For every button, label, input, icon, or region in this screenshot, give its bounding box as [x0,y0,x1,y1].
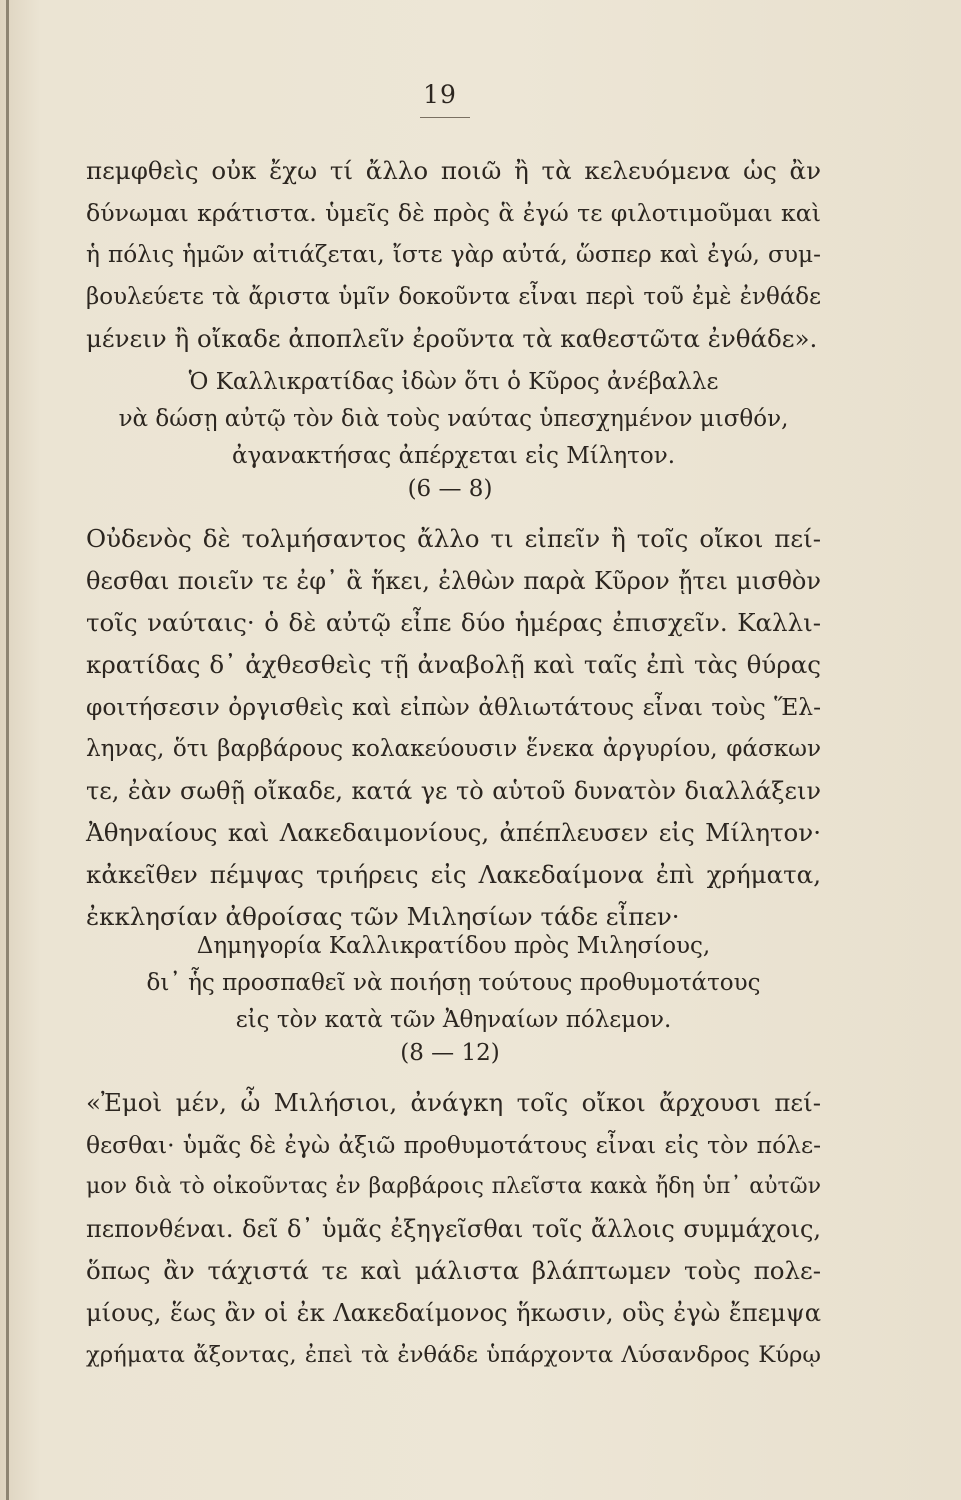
summary-line: εἰς τὸν κατὰ τῶν Ἀθηναίων πόλεμον. [235,1007,672,1033]
paragraph-3 [86,1082,821,1376]
text-line: τε, ἐὰν σωθῇ οἴκαδε, κατά γε τὸ αὑτοῦ δυνατὸν διαλλάξειν [86,777,821,805]
text-line: Οὐδενὸς δὲ τολμήσαντος ἄλλο τι εἰπεῖν ἢ τοῖς οἴκοι πεί- [86,524,821,553]
paragraph-2 [86,518,821,938]
text-line: κρατίδας δ᾽ ἀχθεσθεὶς τῇ ἀναβολῇ καὶ ταῖς ἐπὶ τὰς θύρας [86,650,821,679]
text-line: ἡ πόλις ἡμῶν αἰτιάζεται, ἴστε γὰρ αὐτά, ὥσπερ καὶ ἐγώ, συμ- [86,241,821,268]
text-line: δύνωμαι κράτιστα. ὑμεῖς δὲ πρὸς ἃ ἐγώ τε φιλοτιμοῦμαι καὶ [86,199,821,227]
text-line: «Ἐμοὶ μέν, ὦ Μιλήσιοι, ἀνάγκη τοῖς οἴκοι ἄρχουσι πεί- [86,1088,821,1117]
page-number-rule [420,117,470,118]
text-line: θεσθαι ποιεῖν τε ἐφ᾽ ἃ ἥκει, ἐλθὼν παρὰ Κῦρον ᾔτει μισθὸν [86,567,821,595]
text-line: τοῖς ναύταις· ὁ δὲ αὐτῷ εἶπε δύο ἡμέρας ἐπισχεῖν. Καλλι- [86,608,821,637]
text-line: πεμφθεὶς οὐκ ἔχω τί ἄλλο ποιῶ ἢ τὰ κελευόμενα ὡς ἂν [86,156,821,185]
paragraph-1 [86,150,821,360]
text-line: φοιτήσεσιν ὀργισθεὶς καὶ εἰπὼν ἀθλιωτάτους εἶναι τοὺς Ἕλ- [86,693,821,721]
chapter-summary-2 [86,928,821,1039]
text-line: ληνας, ὅτι βαρβάρους κολακεύουσιν ἕνεκα ἀργυρίου, φάσκων [86,736,821,762]
text-line: μον διὰ τὸ οἰκοῦντας ἐν βαρβάροις πλεῖστα κακὰ ἤδη ὑπ᾽ αὐτῶν [86,1174,821,1199]
summary-line: ἀγανακτήσας ἀπέρχεται εἰς Μίλητον. [231,443,676,469]
summary-line: Ὁ Καλλικρατίδας ἰδὼν ὅτι ὁ Κῦρος ἀνέβαλλε [188,369,719,395]
text-line: ἐκκλησίαν ἀθροίσας τῶν Μιλησίων τάδε εἶπεν· [86,902,680,931]
text-line: κἀκεῖθεν πέμψας τριήρεις εἰς Λακεδαίμονα ἐπὶ χρήματα, [86,860,821,889]
text-line: μίους, ἕως ἂν οἱ ἐκ Λακεδαίμονος ἥκωσιν, οὓς ἐγὼ ἔπεμψα [86,1299,821,1327]
text-line: Ἀθηναίους καὶ Λακεδαιμονίους, ἀπέπλευσεν εἰς Μίλητον· [86,818,821,847]
page-number: 19 [423,80,457,109]
summary-line: νὰ δώσῃ αὐτῷ τὸν διὰ τοὺς ναύτας ὑπεσχημένον μισθόν, [118,406,789,432]
text-line: πεπονθέναι. δεῖ δ᾽ ὑμᾶς ἐξηγεῖσθαι τοῖς ἄλλοις συμμάχοις, [86,1215,821,1243]
section-reference-2: (8 — 12) [400,1040,500,1066]
page-spine-edge [6,0,9,1500]
summary-line: δι᾽ ἧς προσπαθεῖ νὰ ποιήσῃ τούτους προθυμοτάτους [146,970,761,996]
summary-line: Δημηγορία Καλλικρατίδου πρὸς Μιλησίους, [196,933,711,959]
section-reference-1: (6 — 8) [407,476,493,502]
text-line: ὅπως ἂν τάχιστά τε καὶ μάλιστα βλάπτωμεν τοὺς πολε- [86,1256,821,1285]
text-line: βουλεύετε τὰ ἄριστα ὑμῖν δοκοῦντα εἶναι περὶ τοῦ ἐμὲ ἐνθάδε [86,284,821,310]
chapter-summary-1 [86,364,821,475]
text-line: χρήματα ἄξοντας, ἐπεὶ τὰ ἐνθάδε ὑπάρχοντα Λύσανδρος Κύρῳ [86,1342,821,1368]
text-line: θεσθαι· ὑμᾶς δὲ ἐγὼ ἀξιῶ προθυμοτάτους εἶναι εἰς τὸν πόλε- [86,1131,821,1159]
text-line: μένειν ἢ οἴκαδε ἀποπλεῖν ἐροῦντα τὰ καθεστῶτα ἐνθάδε». [86,324,818,353]
